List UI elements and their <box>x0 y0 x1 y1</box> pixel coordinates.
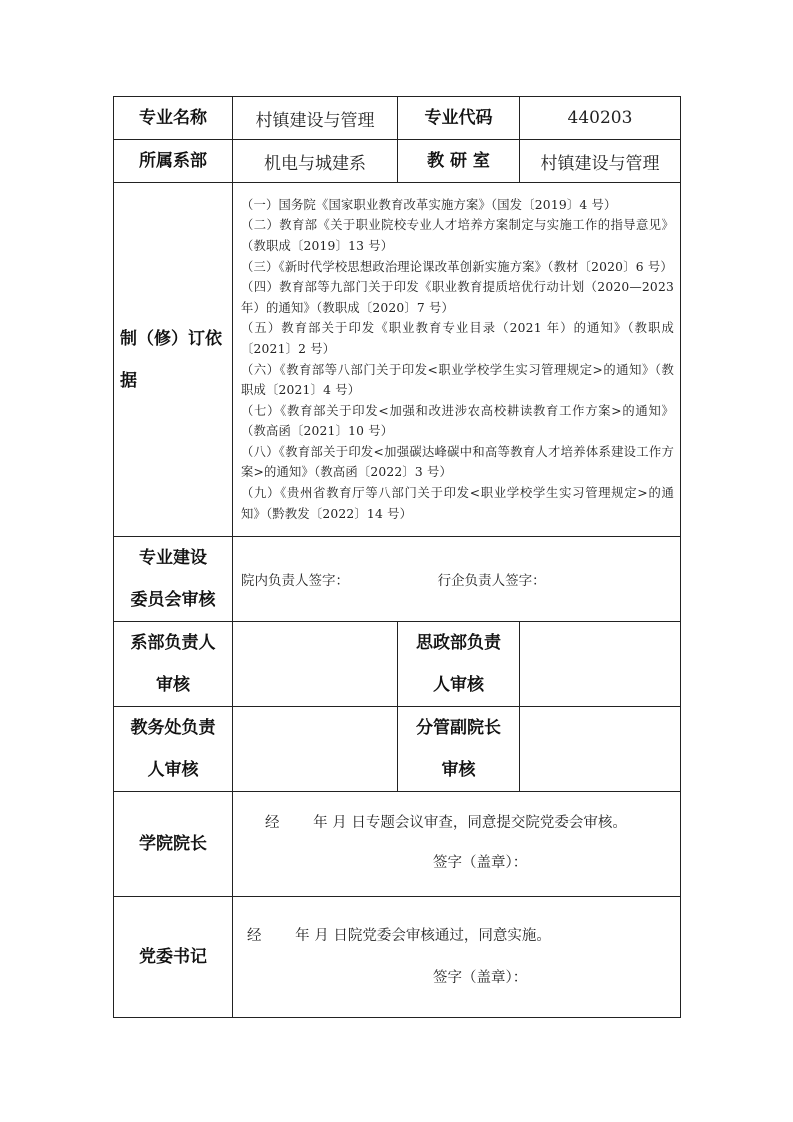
industry-sign-label: 行企负责人签字： <box>437 573 546 589</box>
major-name-value: 村镇建设与管理 <box>233 97 398 140</box>
ideology-head-label <box>398 622 520 707</box>
department-value: 机电与城建系 <box>233 140 398 183</box>
basis-item: （九）《贵州省教育厅等八部门关于印发<职业学校学生实习管理规定>的通知》（黔教发〔2022〕14 号） <box>241 486 674 521</box>
academic-affairs-label <box>114 707 233 792</box>
party-secretary-approval <box>233 897 681 1018</box>
basis-item: （二）教育部《关于职业院校专业人才培养方案制定与实施工作的指导意见》（教职成〔2019〕13 号） <box>241 218 674 253</box>
academic-affairs-line1: 教务处负责 <box>130 718 216 738</box>
president-approval-text: 经 年 月 日专题会议审查，同意提交院党委会审核。 <box>265 815 627 831</box>
major-name-label: 专业名称 <box>114 97 233 140</box>
row-department <box>114 140 681 183</box>
basis-list <box>233 183 681 537</box>
committee-label-line2: 委员会审核 <box>130 590 216 610</box>
basis-item: （八）《教育部关于印发<加强碳达峰碳中和高等教育人才培养体系建设工作方案>的通知》（教高函〔2022〕3 号） <box>241 444 674 480</box>
basis-item: （五）教育部关于印发《职业教育专业目录（2021 年）的通知》（教职成〔2021〕2 号） <box>241 321 674 356</box>
dept-head-label <box>114 622 233 707</box>
row-major-name <box>114 97 681 140</box>
committee-label <box>114 537 233 622</box>
vice-president-line1: 分管副院长 <box>416 718 501 738</box>
office-value: 村镇建设与管理 <box>520 140 681 183</box>
president-signature: 签字（盖章）： <box>433 855 528 871</box>
vice-president-sign-cell <box>520 707 681 792</box>
basis-item: （四）教育部等九部门关于印发《职业教育提质培优行动计划（2020—2023 年）的通知》（教职成〔2020〕7 号） <box>241 280 674 315</box>
ideology-head-line2: 人审核 <box>433 675 484 695</box>
row-dept-ideology <box>114 622 681 707</box>
party-secretary-approval-text: 经 年 月 日院党委会审核通过，同意实施。 <box>247 928 551 944</box>
basis-item: （一）国务院《国家职业教育改革实施方案》（国发〔2019〕4 号） <box>241 197 617 212</box>
major-code-label: 专业代码 <box>398 97 520 140</box>
president-label: 学院院长 <box>114 792 233 897</box>
basis-label: 制（修）订依据 <box>114 183 233 537</box>
dept-head-line2: 审核 <box>156 675 190 695</box>
president-approval <box>233 792 681 897</box>
row-academic-vice <box>114 707 681 792</box>
row-committee <box>114 537 681 622</box>
approval-form-table <box>113 96 681 1018</box>
dept-head-line1: 系部负责人 <box>130 633 216 653</box>
committee-label-line1: 专业建设 <box>139 548 207 568</box>
committee-signatures <box>233 537 681 622</box>
basis-item: （七）《教育部关于印发<加强和改进涉农高校耕读教育工作方案>的通知》（教高函〔2021〕10 号） <box>241 403 674 439</box>
ideology-head-line1: 思政部负责 <box>416 633 501 653</box>
party-secretary-signature: 签字（盖章）： <box>433 970 528 986</box>
major-code-value: 440203 <box>520 97 681 140</box>
vice-president-label <box>398 707 520 792</box>
academic-affairs-sign-cell <box>233 707 398 792</box>
row-party-secretary <box>114 897 681 1018</box>
basis-item: （三）《新时代学校思想政治理论课改革创新实施方案》（教材〔2020〕6 号） <box>241 259 673 274</box>
row-president <box>114 792 681 897</box>
row-basis <box>114 183 681 537</box>
basis-item: （六）《教育部等八部门关于印发<职业学校学生实习管理规定>的通知》（教职成〔2021〕4 号） <box>241 362 674 398</box>
dept-head-sign-cell <box>233 622 398 707</box>
department-label: 所属系部 <box>114 140 233 183</box>
office-label: 教 研 室 <box>398 140 520 183</box>
party-secretary-label: 党委书记 <box>114 897 233 1018</box>
internal-sign-label: 院内负责人签字： <box>241 573 349 589</box>
vice-president-line2: 审核 <box>441 760 476 780</box>
ideology-head-sign-cell <box>520 622 681 707</box>
academic-affairs-line2: 人审核 <box>147 760 199 780</box>
